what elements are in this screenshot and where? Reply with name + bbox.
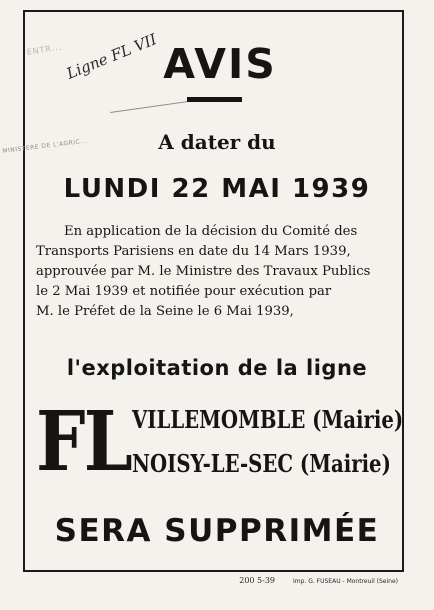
- paragraph-line: Transports Parisiens en date du 14 Mars 1939,: [36, 244, 351, 259]
- ministry-stamp-text: MINISTERE DE L'AGRIC...: [2, 137, 88, 155]
- line-stops: [132, 398, 404, 486]
- decision-paragraph: [36, 222, 396, 322]
- exploitation-heading: l'exploitation de la ligne: [66, 356, 368, 380]
- paragraph-line: approuvée par M. le Ministre des Travaux Publics: [36, 264, 371, 279]
- effective-from-label: A dater du: [158, 130, 276, 154]
- faded-stamp: ENTR...: [26, 42, 63, 57]
- printer-name: Imp. G. FUSEAU - Montreuil (Seine): [292, 578, 398, 585]
- notice-title: AVIS: [163, 40, 277, 88]
- handwritten-annotation: Ligne FL VII: [64, 30, 160, 83]
- stop-name: VILLEMOMBLE (Mairie): [132, 405, 404, 434]
- line-code: FL: [36, 394, 132, 490]
- paragraph-line: le 2 Mai 1939 et notifiée pour exécution par: [36, 284, 332, 299]
- print-code: 200 5-39: [239, 576, 276, 585]
- stop-name: NOISY-LE-SEC (Mairie): [132, 449, 391, 478]
- printer-footer: [0, 576, 398, 585]
- title-underline: [187, 97, 242, 102]
- effective-date: LUNDI 22 MAI 1939: [63, 174, 371, 204]
- suppression-notice: SERA SUPPRIMÉE: [54, 513, 380, 549]
- paragraph-line: En application de la décision du Comité des: [64, 224, 358, 239]
- paragraph-line: M. le Préfet de la Seine le 6 Mai 1939,: [36, 304, 294, 319]
